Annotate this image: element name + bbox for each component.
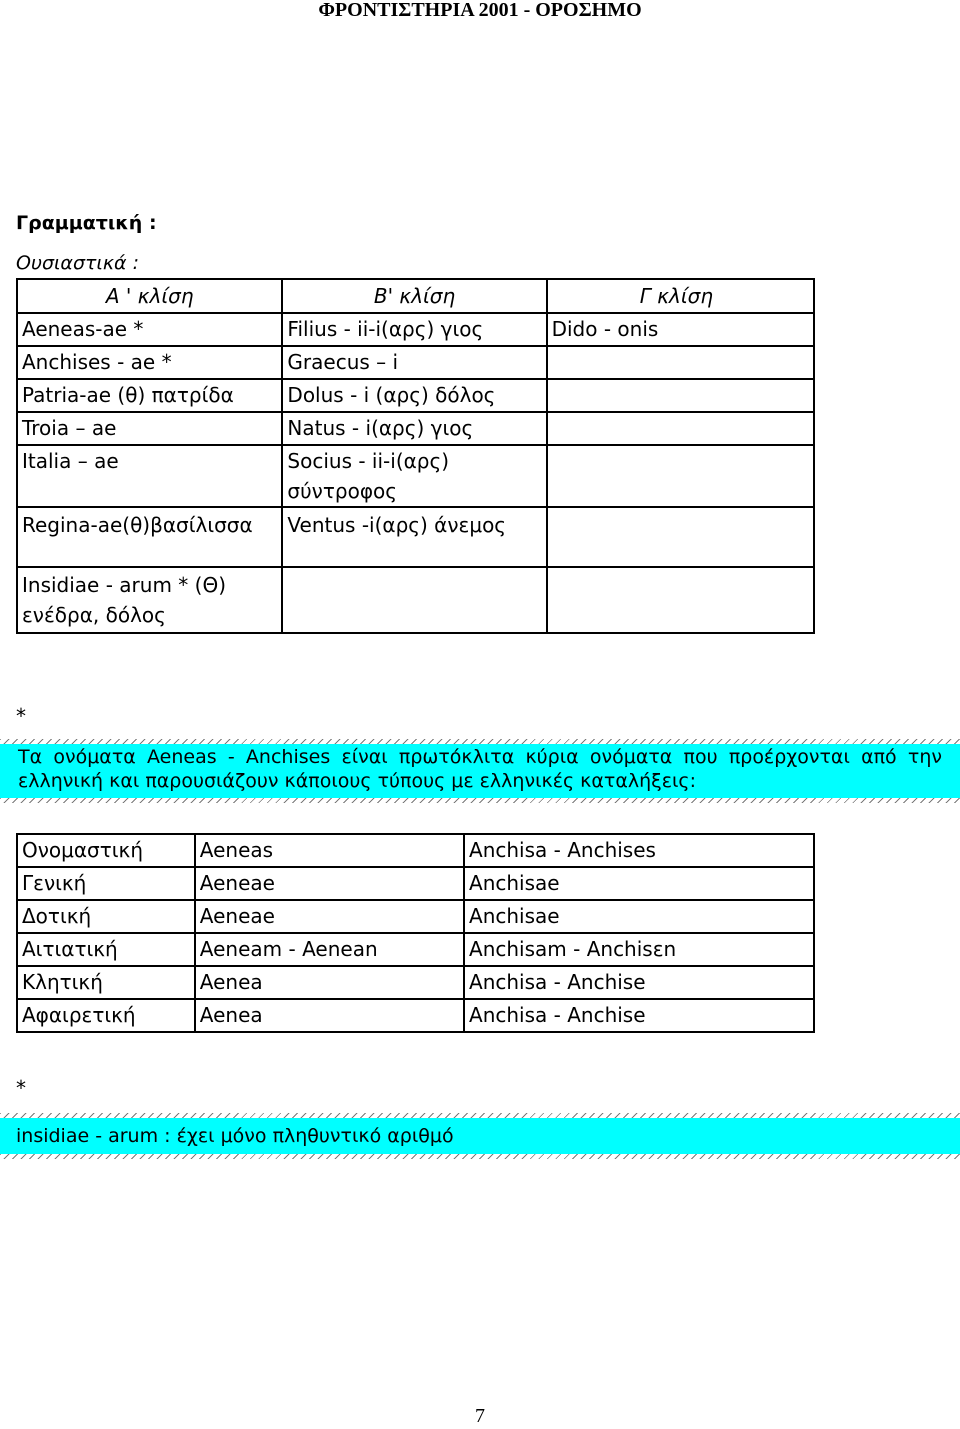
- table-cell: Anchisa - Anchise: [464, 999, 814, 1032]
- table-row: [17, 933, 814, 966]
- table-cell: [547, 445, 814, 507]
- table-cell: Anchises - ae *: [17, 346, 282, 379]
- table-row: [17, 567, 814, 633]
- table-row: [17, 412, 814, 445]
- note-highlight: insidiae - arum : έχει μόνο πληθυντικό αριθμό: [0, 1118, 960, 1154]
- table-cell: Troia – ae: [17, 412, 282, 445]
- page-header: ΦΡΟΝΤΙΣΤΗΡΙΑ 2001 - ΟΡΟΣΗΜΟ: [318, 0, 642, 21]
- third-declension-header: Γ κλίση: [547, 279, 814, 313]
- table-row: [17, 379, 814, 412]
- declension-table: [16, 278, 815, 634]
- table-cell: Socius - ii-i(αρς) σύντροφος: [282, 445, 546, 507]
- table-cell: Anchisa - Anchises: [464, 834, 814, 867]
- table-cell: Anchisae: [464, 867, 814, 900]
- case-name: Δοτική: [17, 900, 195, 933]
- table-cell: Anchisa - Anchise: [464, 966, 814, 999]
- table-cell: [547, 412, 814, 445]
- table-cell: Aenea: [195, 999, 464, 1032]
- table-cell: Dido - onis: [547, 313, 814, 346]
- first-declension-header: Α ' κλίση: [17, 279, 282, 313]
- table-cell: Aeneae: [195, 867, 464, 900]
- nouns-heading: Ουσιαστικά :: [16, 252, 140, 274]
- page-number: 7: [475, 1405, 485, 1427]
- table-cell: Insidiae - arum * (Θ) ενέδρα, δόλος: [17, 567, 282, 633]
- case-name: Κλητική: [17, 966, 195, 999]
- table-cell: Italia – ae: [17, 445, 282, 507]
- table-row: [17, 834, 814, 867]
- table-cell: Filius - ii-i(αρς) γιος: [282, 313, 546, 346]
- table-cell: Anchisae: [464, 900, 814, 933]
- table-header-row: [17, 279, 814, 313]
- table-cell: Aeneas: [195, 834, 464, 867]
- table-row: [17, 867, 814, 900]
- table-row: [17, 445, 814, 507]
- table-cell: Patria-ae (θ) πατρίδα: [17, 379, 282, 412]
- footnote-marker: *: [16, 704, 26, 728]
- table-row: [17, 507, 814, 567]
- footnote-marker: *: [16, 1076, 26, 1100]
- case-table: [16, 833, 815, 1033]
- second-declension-header: Β' κλίση: [282, 279, 546, 313]
- table-cell: Aeneas-ae *: [17, 313, 282, 346]
- table-cell: [547, 346, 814, 379]
- table-cell: Natus - i(αρς) γιος: [282, 412, 546, 445]
- table-row: [17, 313, 814, 346]
- table-cell: [547, 567, 814, 633]
- table-cell: Regina-ae(θ)βασίλισσα: [17, 507, 282, 567]
- table-cell: Ventus -i(αρς) άνεμος: [282, 507, 546, 567]
- case-name: Αιτιατική: [17, 933, 195, 966]
- table-cell: [282, 567, 546, 633]
- grammar-heading: Γραμματική :: [16, 212, 157, 234]
- table-cell: Graecus – i: [282, 346, 546, 379]
- table-cell: [547, 507, 814, 567]
- case-name: Γενική: [17, 867, 195, 900]
- table-row: [17, 900, 814, 933]
- table-cell: [547, 379, 814, 412]
- case-name: Αφαιρετική: [17, 999, 195, 1032]
- table-cell: Anchisam - Anchisεn: [464, 933, 814, 966]
- table-row: [17, 966, 814, 999]
- table-cell: Dolus - i (αρς) δόλος: [282, 379, 546, 412]
- table-row: [17, 999, 814, 1032]
- table-row: [17, 346, 814, 379]
- table-cell: Aeneam - Aenean: [195, 933, 464, 966]
- case-name: Ονομαστική: [17, 834, 195, 867]
- note-highlight: Τα ονόματα Aeneas - Anchises είναι πρωτόκλιτα κύρια ονόματα που προέρχονται από την ελληνική και παρουσιάζουν κάποιους τύπους με ελληνικές καταλήξεις:: [0, 744, 960, 798]
- table-cell: Aenea: [195, 966, 464, 999]
- table-cell: Aeneae: [195, 900, 464, 933]
